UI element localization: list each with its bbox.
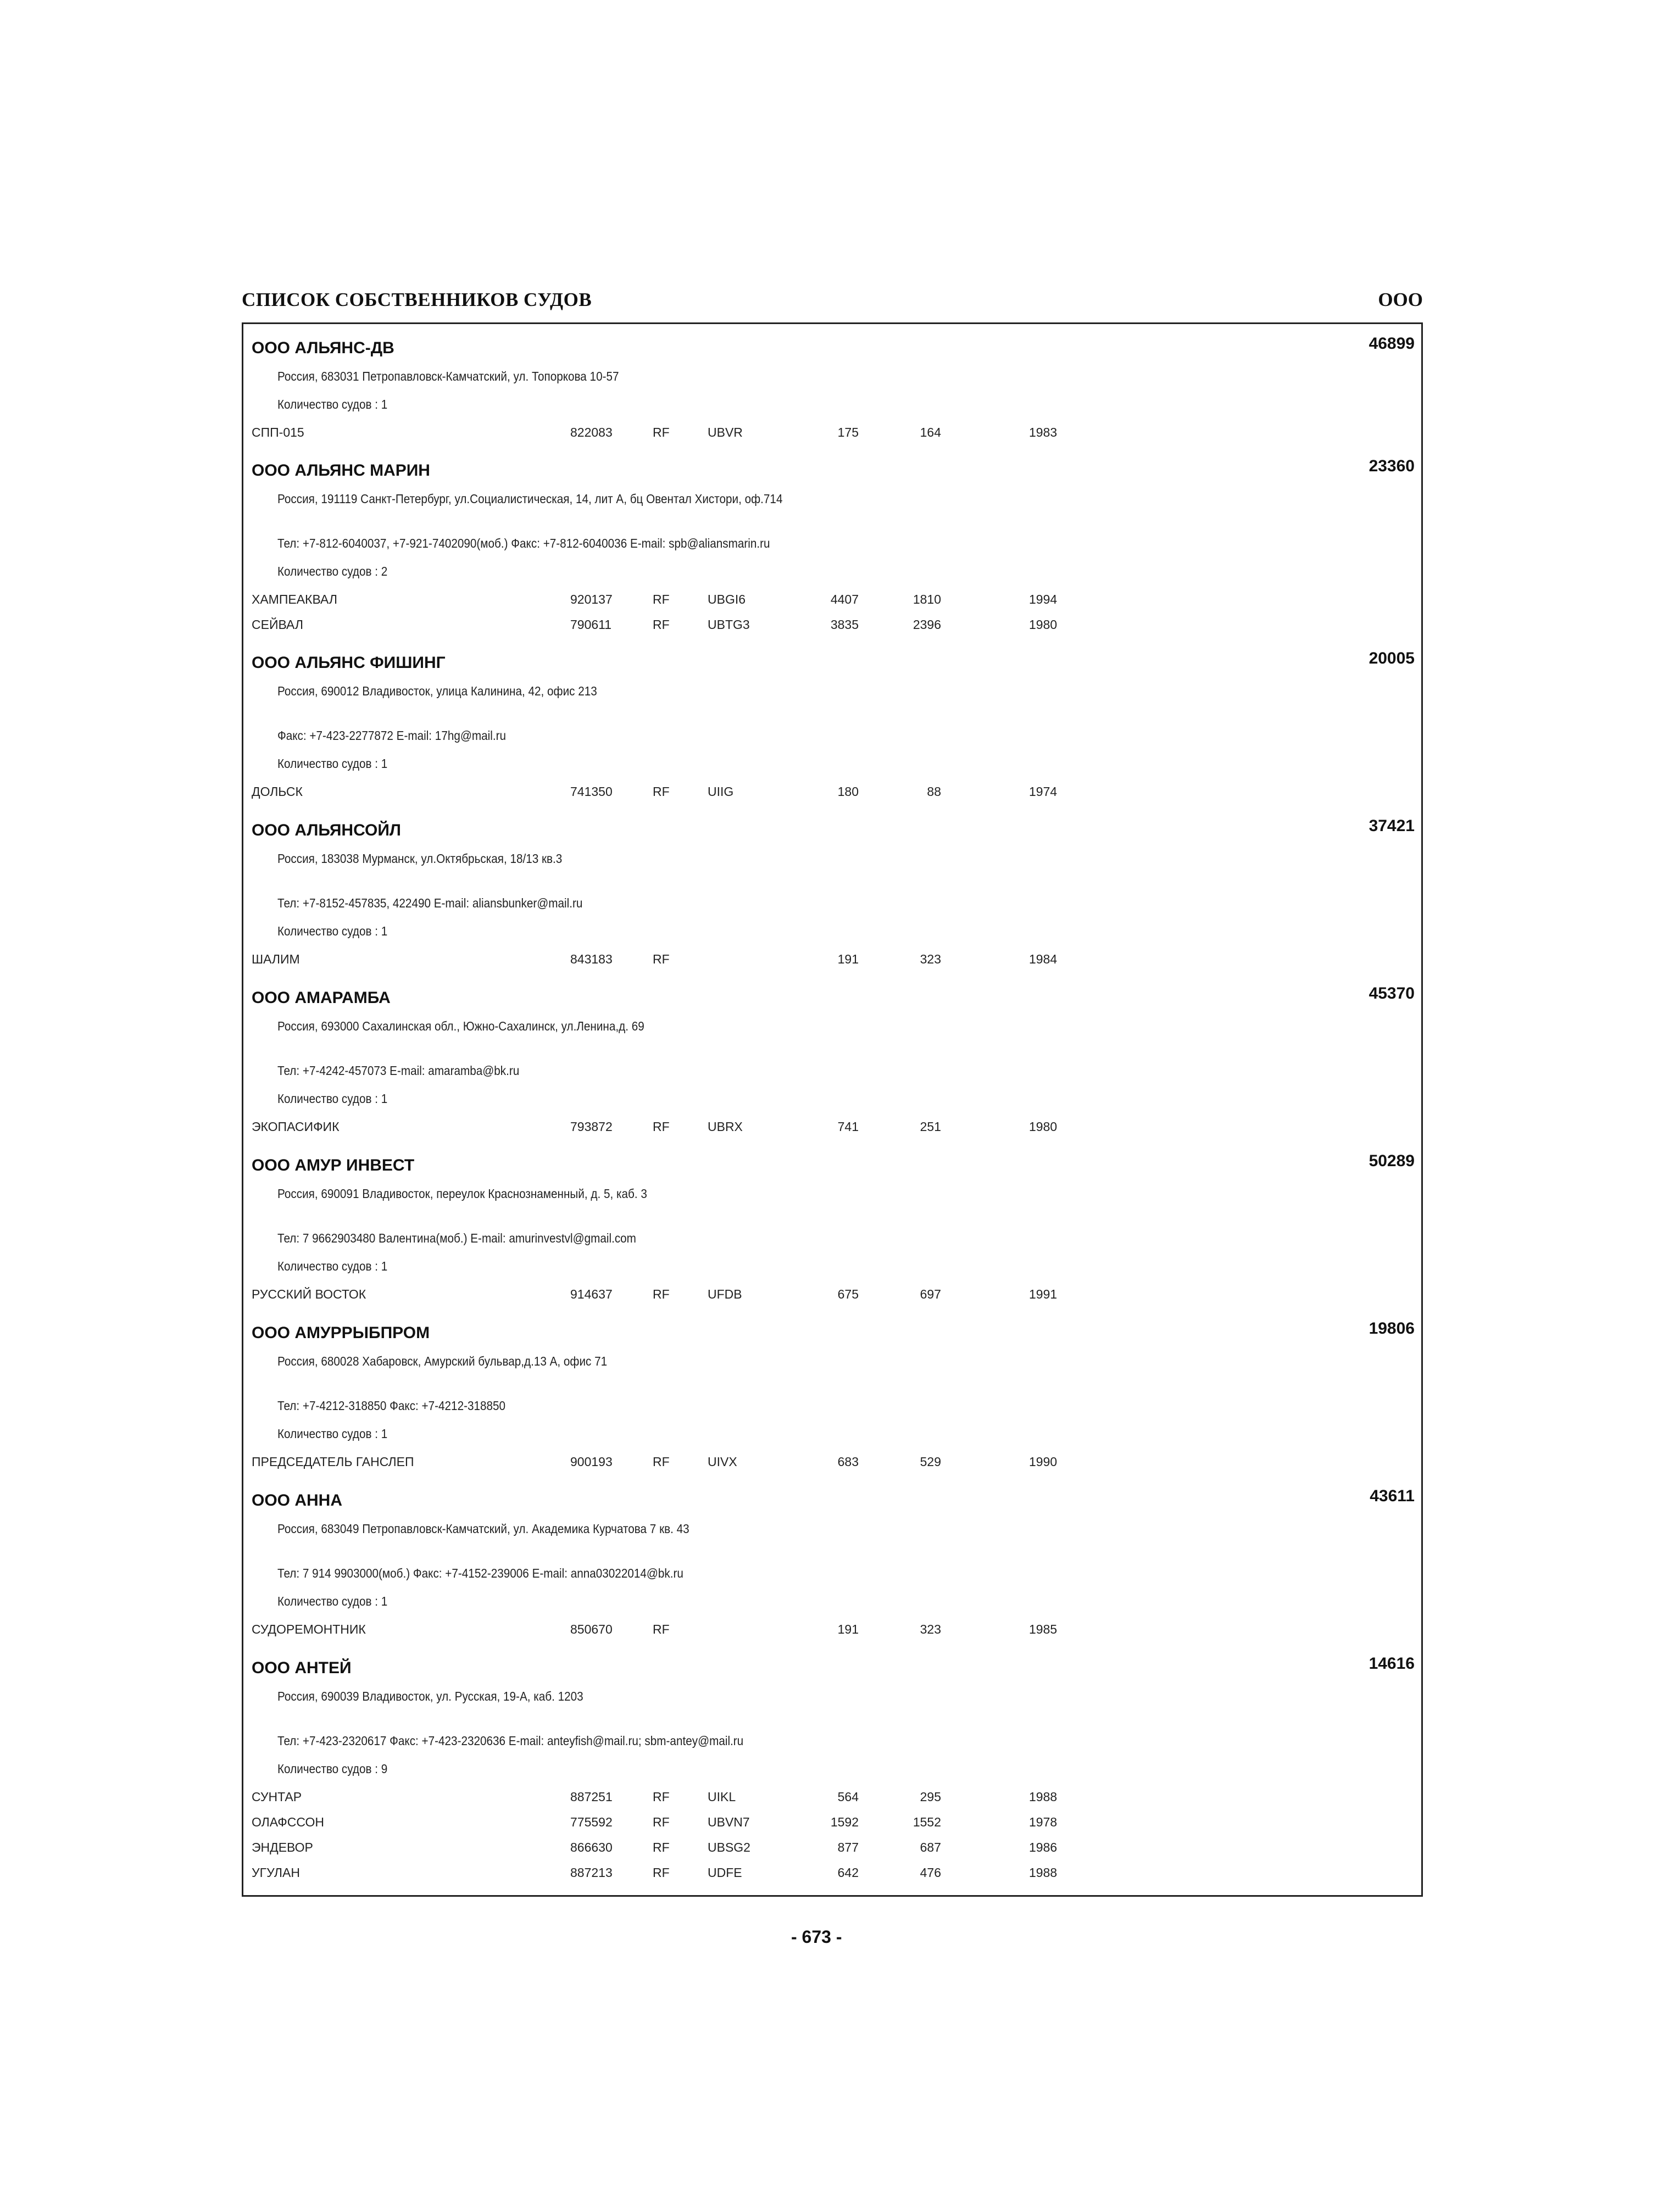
ship-count: Количество судов : 1 bbox=[277, 1594, 388, 1608]
ship-callsign: UBSG2 bbox=[708, 1840, 750, 1854]
page-header bbox=[242, 289, 1423, 322]
ship-flag: RF bbox=[653, 1815, 670, 1829]
ship-gt: 877 bbox=[837, 1840, 859, 1854]
ship-number: 887251 bbox=[570, 1790, 613, 1804]
ship-dw: 251 bbox=[920, 1119, 941, 1134]
ship-year: 1985 bbox=[1029, 1622, 1058, 1636]
ship-dw: 88 bbox=[927, 784, 941, 799]
owner-id: 43611 bbox=[1370, 1487, 1415, 1505]
ship-flag: RF bbox=[653, 952, 670, 966]
ship-count: Количество судов : 9 bbox=[277, 1762, 388, 1776]
ship-year: 1974 bbox=[1029, 784, 1058, 799]
owner-name: ООО АМУРРЫБПРОМ bbox=[252, 1324, 430, 1342]
owner-name: ООО АННА bbox=[252, 1491, 342, 1509]
ship-gt: 564 bbox=[837, 1790, 859, 1804]
ship-number: 900193 bbox=[570, 1455, 613, 1469]
ship-year: 1991 bbox=[1029, 1287, 1058, 1301]
ship-name: ПРЕДСЕДАТЕЛЬ ГАНСЛЕП bbox=[252, 1455, 414, 1469]
owner-contacts: Тел: +7-8152-457835, 422490 E-mail: aliansbunker@mail.ru bbox=[277, 896, 583, 910]
ship-callsign: UDFE bbox=[708, 1865, 742, 1880]
ship-name: СУДОРЕМОНТНИК bbox=[252, 1622, 366, 1636]
owner-address: Россия, 690012 Владивосток, улица Калинина, 42, офис 213 bbox=[277, 684, 597, 698]
ship-gt: 642 bbox=[837, 1865, 859, 1880]
ship-gt: 1592 bbox=[830, 1815, 859, 1829]
ship-number: 793872 bbox=[570, 1119, 613, 1134]
ship-number: 887213 bbox=[570, 1865, 613, 1880]
ship-year: 1994 bbox=[1029, 592, 1058, 606]
ship-dw: 476 bbox=[920, 1865, 941, 1880]
owner-id: 50289 bbox=[1369, 1152, 1415, 1170]
ship-flag: RF bbox=[653, 617, 670, 632]
ship-flag: RF bbox=[653, 592, 670, 606]
owner-name: ООО АЛЬЯНС-ДВ bbox=[252, 339, 394, 357]
ship-dw: 1552 bbox=[913, 1815, 941, 1829]
ship-dw: 529 bbox=[920, 1455, 941, 1469]
owner-contacts: Тел: +7-4212-318850 Факс: +7-4212-318850 bbox=[277, 1399, 506, 1413]
ship-name: СПП-015 bbox=[252, 425, 304, 439]
ship-callsign: UFDB bbox=[708, 1287, 742, 1301]
ship-name: ЭКОПАСИФИК bbox=[252, 1119, 340, 1134]
ship-flag: RF bbox=[653, 1119, 670, 1134]
owner-contacts: Факс: +7-423-2277872 E-mail: 17hg@mail.ru bbox=[277, 728, 506, 743]
owner-name: ООО АЛЬЯНСОЙЛ bbox=[252, 821, 401, 839]
ship-flag: RF bbox=[653, 1455, 670, 1469]
ship-name: СУНТАР bbox=[252, 1790, 302, 1804]
owner-contacts: Тел: +7-4242-457073 E-mail: amaramba@bk.ru bbox=[277, 1063, 520, 1078]
ship-number: 741350 bbox=[570, 784, 613, 799]
ship-row bbox=[243, 1790, 1421, 1808]
owner-address: Россия, 683049 Петропавловск-Камчатский, ул. Академика Курчатова 7 кв. 43 bbox=[277, 1522, 689, 1536]
ship-callsign: UBVN7 bbox=[708, 1815, 750, 1829]
ship-row bbox=[243, 952, 1421, 971]
owner-id: 14616 bbox=[1369, 1654, 1415, 1673]
owner-name: ООО АЛЬЯНС ФИШИНГ bbox=[252, 654, 446, 672]
ship-gt: 683 bbox=[837, 1455, 859, 1469]
ship-gt: 3835 bbox=[830, 617, 859, 632]
owner-address: Россия, 183038 Мурманск, ул.Октябрьская, 18/13 кв.3 bbox=[277, 851, 563, 866]
ship-name: СЕЙВАЛ bbox=[252, 617, 303, 632]
ship-gt: 175 bbox=[837, 425, 859, 439]
ship-dw: 323 bbox=[920, 1622, 941, 1636]
ship-row bbox=[243, 1865, 1421, 1884]
ship-year: 1988 bbox=[1029, 1865, 1058, 1880]
ship-gt: 191 bbox=[837, 1622, 859, 1636]
ship-flag: RF bbox=[653, 425, 670, 439]
ship-dw: 323 bbox=[920, 952, 941, 966]
ship-callsign: UIIG bbox=[708, 784, 734, 799]
ship-name: ОЛАФССОН bbox=[252, 1815, 325, 1829]
ship-row bbox=[243, 1287, 1421, 1306]
ship-flag: RF bbox=[653, 1287, 670, 1301]
ship-flag: RF bbox=[653, 1622, 670, 1636]
ship-gt: 4407 bbox=[830, 592, 859, 606]
ship-name: УГУЛАН bbox=[252, 1865, 300, 1880]
owner-id: 45370 bbox=[1369, 984, 1415, 1002]
ship-dw: 1810 bbox=[913, 592, 941, 606]
ship-count: Количество судов : 1 bbox=[277, 756, 388, 771]
ship-year: 1988 bbox=[1029, 1790, 1058, 1804]
ship-number: 866630 bbox=[570, 1840, 613, 1854]
ship-count: Количество судов : 1 bbox=[277, 1427, 388, 1441]
ship-gt: 741 bbox=[837, 1119, 859, 1134]
ship-year: 1980 bbox=[1029, 617, 1058, 632]
ship-dw: 697 bbox=[920, 1287, 941, 1301]
ship-flag: RF bbox=[653, 1790, 670, 1804]
ship-name: ДОЛЬСК bbox=[252, 784, 303, 799]
owner-name: ООО АМАРАМБА bbox=[252, 989, 391, 1007]
ship-year: 1986 bbox=[1029, 1840, 1058, 1854]
owner-id: 19806 bbox=[1369, 1319, 1415, 1338]
ship-dw: 687 bbox=[920, 1840, 941, 1854]
owner-contacts: Тел: 7 9662903480 Валентина(моб.) E-mail: amurinvestvl@gmail.com bbox=[277, 1231, 636, 1245]
ship-row bbox=[243, 1119, 1421, 1138]
ship-dw: 2396 bbox=[913, 617, 941, 632]
ship-name: ЭНДЕВОР bbox=[252, 1840, 313, 1854]
ship-row bbox=[243, 617, 1421, 636]
owner-contacts: Тел: +7-423-2320617 Факс: +7-423-2320636 E-mail: anteyfish@mail.ru; sbm-antey@mail.ru bbox=[277, 1734, 744, 1748]
owner-name: ООО АМУР ИНВЕСТ bbox=[252, 1156, 415, 1174]
owner-id: 46899 bbox=[1369, 335, 1415, 353]
ship-count: Количество судов : 2 bbox=[277, 564, 388, 578]
ship-row bbox=[243, 1815, 1421, 1834]
owner-name: ООО АНТЕЙ bbox=[252, 1659, 352, 1677]
owner-address: Россия, 690091 Владивосток, переулок Краснознаменный, д. 5, каб. 3 bbox=[277, 1186, 647, 1201]
ship-flag: RF bbox=[653, 1865, 670, 1880]
owner-name: ООО АЛЬЯНС МАРИН bbox=[252, 461, 430, 480]
ship-callsign: UIKL bbox=[708, 1790, 736, 1804]
ship-callsign: UBGI6 bbox=[708, 592, 746, 606]
ship-year: 1990 bbox=[1029, 1455, 1058, 1469]
section-letters: ООО bbox=[1378, 289, 1423, 310]
ship-dw: 164 bbox=[920, 425, 941, 439]
ship-row bbox=[243, 425, 1421, 444]
ship-name: РУССКИЙ ВОСТОК bbox=[252, 1287, 366, 1301]
owner-id: 23360 bbox=[1369, 457, 1415, 475]
ship-year: 1978 bbox=[1029, 1815, 1058, 1829]
ship-number: 850670 bbox=[570, 1622, 613, 1636]
ship-gt: 191 bbox=[837, 952, 859, 966]
ship-year: 1980 bbox=[1029, 1119, 1058, 1134]
ship-row bbox=[243, 784, 1421, 803]
ship-number: 843183 bbox=[570, 952, 613, 966]
owner-id: 37421 bbox=[1369, 817, 1415, 835]
owner-address: Россия, 690039 Владивосток, ул. Русская, 19-А, каб. 1203 bbox=[277, 1689, 583, 1703]
ship-count: Количество судов : 1 bbox=[277, 1091, 388, 1106]
ship-flag: RF bbox=[653, 784, 670, 799]
ship-number: 775592 bbox=[570, 1815, 613, 1829]
owner-address: Россия, 191119 Санкт-Петербург, ул.Социалистическая, 14, лит А, бц Овентал Хистори, оф.714 bbox=[277, 492, 783, 506]
ship-number: 914637 bbox=[570, 1287, 613, 1301]
page-number: - 673 - bbox=[791, 1927, 842, 1947]
owner-address: Россия, 680028 Хабаровск, Амурский бульвар,д.13 А, офис 71 bbox=[277, 1354, 608, 1368]
ship-gt: 675 bbox=[837, 1287, 859, 1301]
ship-year: 1984 bbox=[1029, 952, 1058, 966]
ship-row bbox=[243, 1455, 1421, 1473]
ship-year: 1983 bbox=[1029, 425, 1058, 439]
ship-flag: RF bbox=[653, 1840, 670, 1854]
ship-count: Количество судов : 1 bbox=[277, 1259, 388, 1273]
ship-name: ШАЛИМ bbox=[252, 952, 300, 966]
owners-table bbox=[242, 322, 1423, 1897]
ship-row bbox=[243, 1840, 1421, 1859]
ship-count: Количество судов : 1 bbox=[277, 924, 388, 938]
owner-contacts: Тел: 7 914 9903000(моб.) Факс: +7-4152-239006 E-mail: anna03022014@bk.ru bbox=[277, 1566, 683, 1580]
ship-number: 790611 bbox=[570, 617, 612, 632]
ship-callsign: UBVR bbox=[708, 425, 743, 439]
owner-contacts: Тел: +7-812-6040037, +7-921-7402090(моб.) Факс: +7-812-6040036 E-mail: spb@aliansmarin.ru bbox=[277, 536, 770, 550]
ship-row bbox=[243, 592, 1421, 611]
ship-dw: 295 bbox=[920, 1790, 941, 1804]
owner-address: Россия, 683031 Петропавловск-Камчатский, ул. Топоркова 10-57 bbox=[277, 369, 619, 383]
page-title: СПИСОК СОБСТВЕННИКОВ СУДОВ bbox=[242, 289, 592, 310]
ship-row bbox=[243, 1622, 1421, 1641]
owner-id: 20005 bbox=[1369, 649, 1415, 667]
ship-number: 920137 bbox=[570, 592, 613, 606]
owner-address: Россия, 693000 Сахалинская обл., Южно-Сахалинск, ул.Ленина,д. 69 bbox=[277, 1019, 644, 1033]
ship-count: Количество судов : 1 bbox=[277, 397, 388, 411]
ship-callsign: UBRX bbox=[708, 1119, 743, 1134]
ship-gt: 180 bbox=[837, 784, 859, 799]
ship-number: 822083 bbox=[570, 425, 613, 439]
ship-callsign: UIVX bbox=[708, 1455, 737, 1469]
ship-callsign: UBTG3 bbox=[708, 617, 750, 632]
ship-name: ХАМПЕАКВАЛ bbox=[252, 592, 337, 606]
